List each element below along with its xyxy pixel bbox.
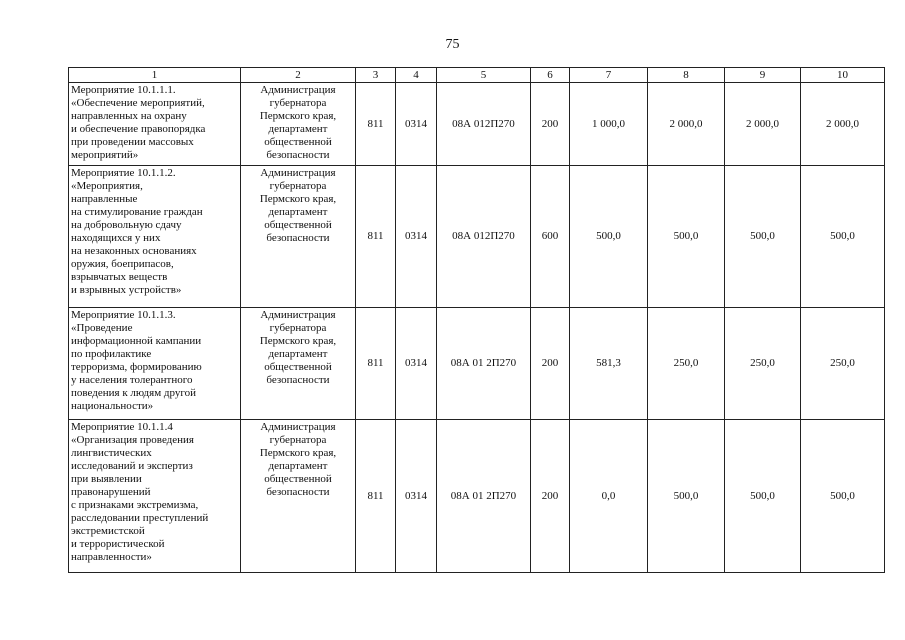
amount-col10: 250,0 <box>801 308 885 420</box>
measure-name: Мероприятие 10.1.1.1. «Обеспечение мероприятий, направленных на охрану и обеспечение правопорядка при проведении массовых мероприятий» <box>69 83 241 166</box>
executor: Администрация губернатора Пермского края, департамент общественной безопасности <box>241 83 356 166</box>
target-article-code: 08А 01 2П270 <box>437 308 531 420</box>
page-number: 75 <box>445 37 460 52</box>
table-row <box>69 308 885 420</box>
section-code: 0314 <box>396 308 437 420</box>
measure-name: Мероприятие 10.1.1.4 «Организация проведения лингвистических исследований и экспертиз при выявлении правонарушений с признаками экстремизма, расследовании преступлений экстремистской и террористической направленности» <box>69 420 241 573</box>
amount-col7: 500,0 <box>570 166 648 308</box>
executor: Администрация губернатора Пермского края, департамент общественной безопасности <box>241 420 356 573</box>
amount-col9: 500,0 <box>725 420 801 573</box>
measure-name: Мероприятие 10.1.1.2. «Мероприятия, направленные на стимулирование граждан на добровольную сдачу находящихся у них на незаконных основаниях оружия, боеприпасов, взрывчатых веществ и взрывных устройств» <box>69 166 241 308</box>
budget-table <box>68 67 885 573</box>
grbs-code: 811 <box>356 83 396 166</box>
grbs-code: 811 <box>356 166 396 308</box>
amount-col10: 500,0 <box>801 420 885 573</box>
amount-col9: 250,0 <box>725 308 801 420</box>
section-code: 0314 <box>396 420 437 573</box>
section-code: 0314 <box>396 166 437 308</box>
amount-col10: 500,0 <box>801 166 885 308</box>
amount-col7: 581,3 <box>570 308 648 420</box>
column-header: 9 <box>725 68 801 83</box>
column-header: 10 <box>801 68 885 83</box>
column-header: 4 <box>396 68 437 83</box>
grbs-code: 811 <box>356 308 396 420</box>
target-article-code: 08А 012П270 <box>437 83 531 166</box>
table-row <box>69 420 885 573</box>
column-header: 3 <box>356 68 396 83</box>
executor: Администрация губернатора Пермского края, департамент общественной безопасности <box>241 166 356 308</box>
header-row <box>69 68 885 83</box>
column-header: 2 <box>241 68 356 83</box>
amount-col8: 500,0 <box>648 166 725 308</box>
amount-col7: 1 000,0 <box>570 83 648 166</box>
amount-col9: 500,0 <box>725 166 801 308</box>
column-header: 5 <box>437 68 531 83</box>
measure-name: Мероприятие 10.1.1.3. «Проведение информационной кампании по профилактике терроризма, формированию у населения толерантного поведения к людям другой национальности» <box>69 308 241 420</box>
amount-col8: 500,0 <box>648 420 725 573</box>
amount-col7: 0,0 <box>570 420 648 573</box>
expense-type-code: 200 <box>531 308 570 420</box>
amount-col8: 2 000,0 <box>648 83 725 166</box>
column-header: 1 <box>69 68 241 83</box>
target-article-code: 08А 01 2П270 <box>437 420 531 573</box>
expense-type-code: 200 <box>531 83 570 166</box>
table-row <box>69 166 885 308</box>
grbs-code: 811 <box>356 420 396 573</box>
section-code: 0314 <box>396 83 437 166</box>
amount-col10: 2 000,0 <box>801 83 885 166</box>
executor: Администрация губернатора Пермского края, департамент общественной безопасности <box>241 308 356 420</box>
target-article-code: 08А 012П270 <box>437 166 531 308</box>
amount-col9: 2 000,0 <box>725 83 801 166</box>
expense-type-code: 200 <box>531 420 570 573</box>
column-header: 7 <box>570 68 648 83</box>
table-row <box>69 83 885 166</box>
expense-type-code: 600 <box>531 166 570 308</box>
column-header: 6 <box>531 68 570 83</box>
column-header: 8 <box>648 68 725 83</box>
amount-col8: 250,0 <box>648 308 725 420</box>
